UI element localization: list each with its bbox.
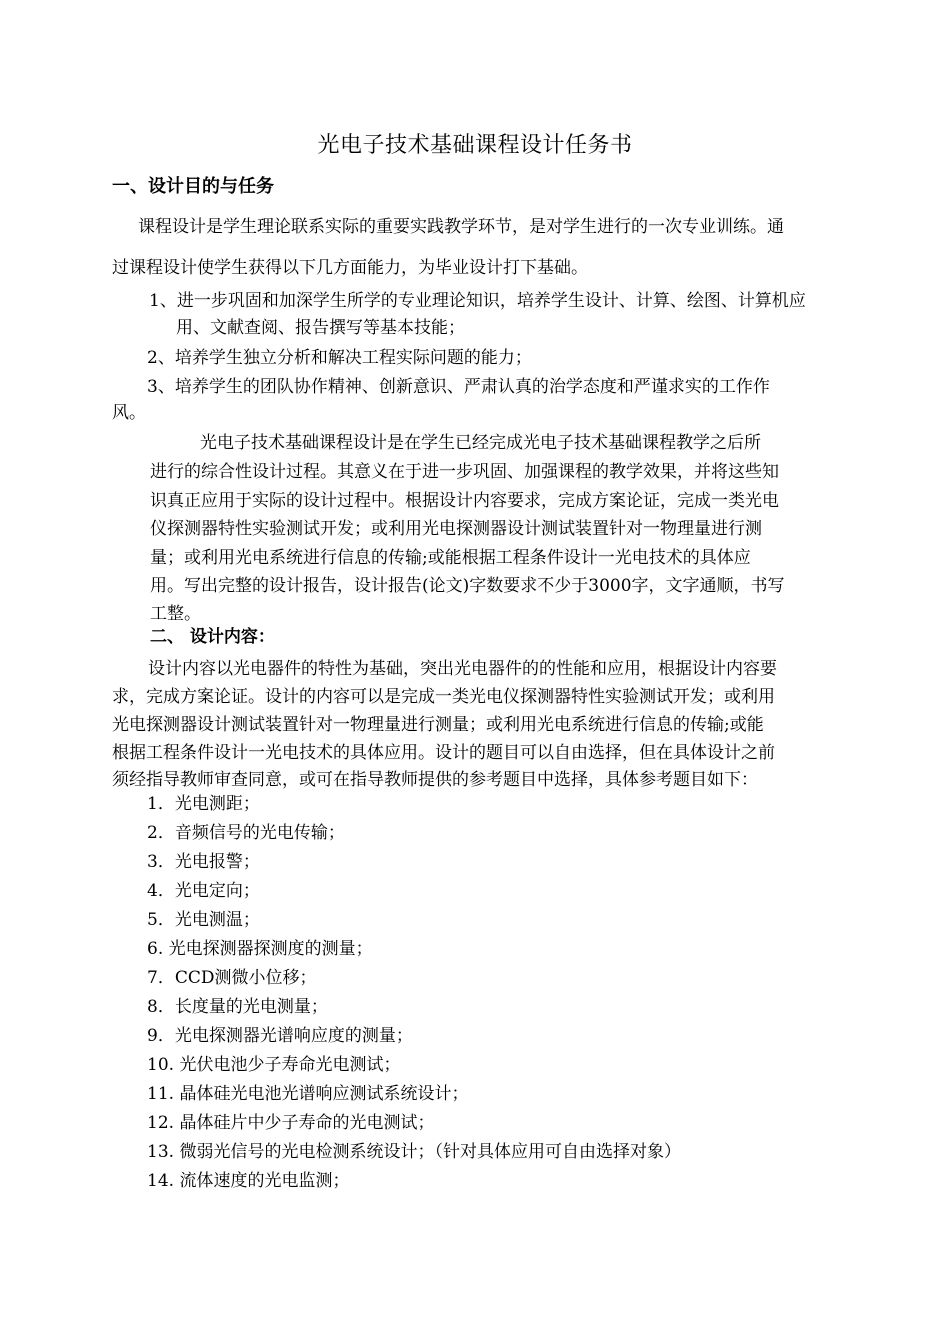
intro-line: 课程设计是学生理论联系实际的重要实践教学环节，是对学生进行的一次专业训练。通: [138, 217, 784, 237]
description-line: 识真正应用于实际的设计过程中。根据设计内容要求，完成方案论证，完成一类光电: [150, 491, 779, 511]
reference-topic-list: [147, 790, 681, 1196]
description-line: 工整。: [150, 604, 201, 624]
content-line: 根据工程条件设计一光电技术的具体应用。设计的题目可以自由选择，但在具体设计之前: [112, 743, 775, 763]
list-item: 5．光电测温；: [147, 910, 260, 930]
objective-item-2: 2、培养学生独立分析和解决工程实际问题的能力；: [147, 348, 532, 368]
list-item: 10. 光伏电池少子寿命光电测试；: [147, 1055, 401, 1075]
list-item: 4．光电定向；: [147, 881, 260, 901]
objective-item-1-cont: 用、文献查阅、报告撰写等基本技能；: [176, 318, 465, 338]
list-item: 11. 晶体硅光电池光谱响应测试系统设计；: [147, 1084, 469, 1104]
list-item: 9．光电探测器光谱响应度的测量；: [147, 1026, 413, 1046]
list-item: 14. 流体速度的光电监测；: [147, 1171, 350, 1191]
list-item: 12. 晶体硅片中少子寿命的光电测试；: [147, 1113, 435, 1133]
section-heading-purpose: 一、设计目的与任务: [112, 176, 274, 197]
objective-item-3: 3、培养学生的团队协作精神、创新意识、严肃认真的治学态度和严谨求实的工作作: [147, 377, 770, 397]
description-line: 量；或利用光电系统进行信息的传输;或能根据工程条件设计一光电技术的具体应: [150, 548, 751, 568]
content-line: 求，完成方案论证。设计的内容可以是完成一类光电仪探测器特性实验测试开发；或利用: [112, 687, 775, 707]
description-line: 进行的综合性设计过程。其意义在于进一步巩固、加强课程的教学效果，并将这些知: [150, 462, 779, 482]
list-item: 2．音频信号的光电传输；: [147, 823, 345, 843]
list-item: 7．CCD测微小位移；: [147, 968, 317, 988]
objective-item-1: 1、进一步巩固和加深学生所学的专业理论知识，培养学生设计、计算、绘图、计算机应: [149, 291, 806, 311]
section-heading-content: 二、 设计内容：: [150, 627, 275, 647]
content-line: 设计内容以光电器件的特性为基础，突出光电器件的的性能和应用，根据设计内容要: [148, 659, 777, 679]
content-line: 须经指导教师审查同意，或可在指导教师提供的参考题目中选择，具体参考题目如下：: [112, 770, 758, 790]
document-title: 光电子技术基础课程设计任务书: [317, 133, 633, 158]
list-item: 3．光电报警；: [147, 852, 260, 872]
description-line: 仪探测器特性实验测试开发；或利用光电探测器设计测试装置针对一物理量进行测: [150, 519, 762, 539]
description-line: 用。写出完整的设计报告，设计报告(论文)字数要求不少于3000字，文字通顺，书写: [150, 576, 785, 596]
objective-item-3-cont: 风。: [112, 403, 146, 423]
list-item: 8．长度量的光电测量；: [147, 997, 328, 1017]
intro-line: 过课程设计使学生获得以下几方面能力，为毕业设计打下基础。: [112, 258, 588, 278]
list-item: 6. 光电探测器探测度的测量；: [147, 939, 373, 959]
list-item: 13. 微弱光信号的光电检测系统设计；（针对具体应用可自由选择对象）: [147, 1142, 681, 1162]
description-line: 光电子技术基础课程设计是在学生已经完成光电子技术基础课程教学之后所: [200, 433, 761, 453]
content-line: 光电探测器设计测试装置针对一物理量进行测量；或利用光电系统进行信息的传输;或能: [112, 715, 764, 735]
list-item: 1．光电测距；: [147, 794, 260, 814]
